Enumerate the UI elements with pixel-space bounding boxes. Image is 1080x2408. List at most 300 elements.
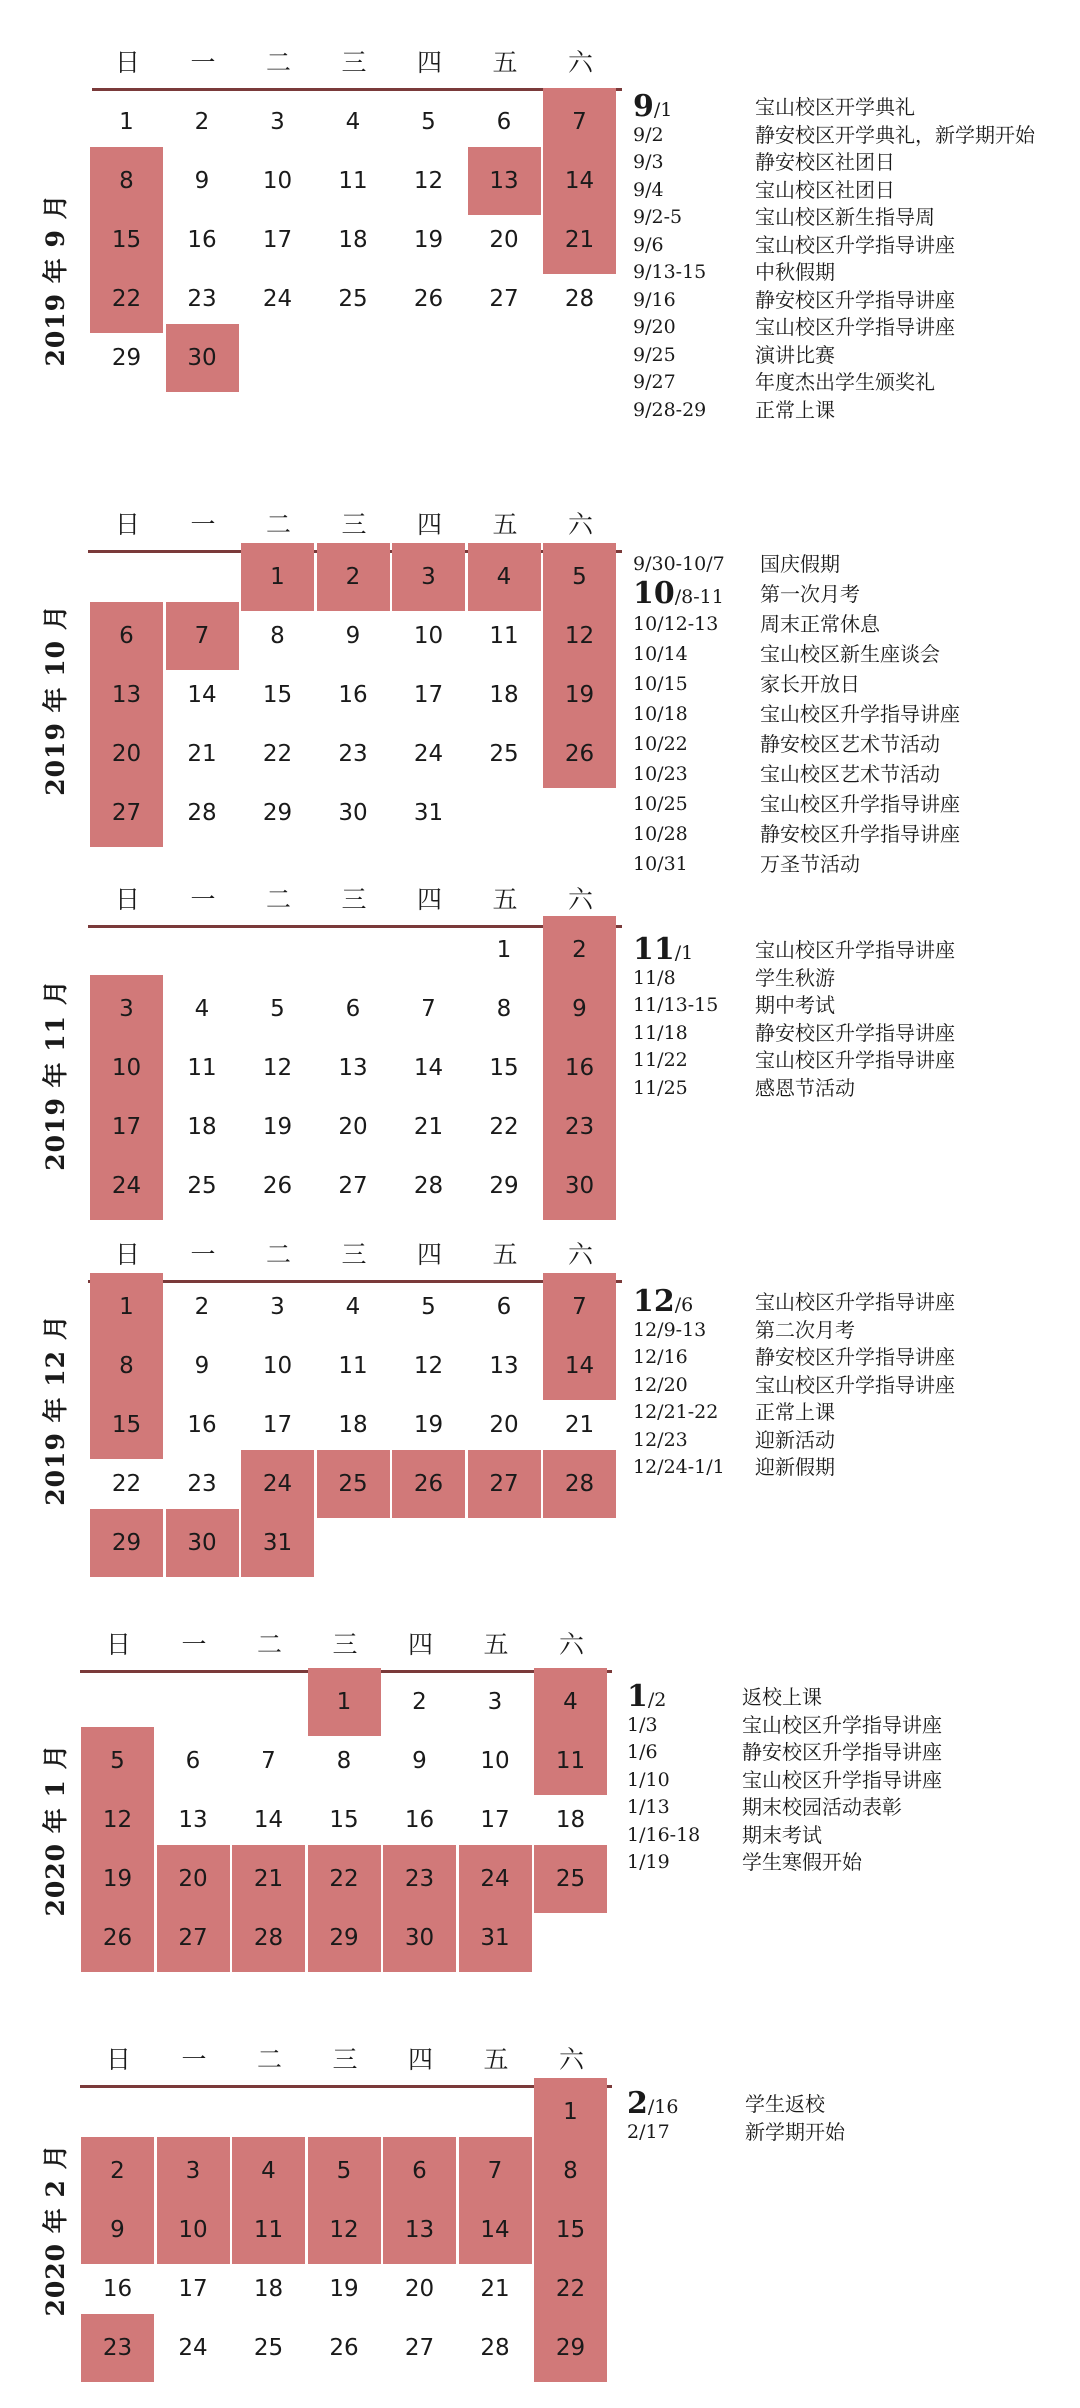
day-cell[interactable]: 19 bbox=[413, 227, 444, 253]
day-cell[interactable]: 4 bbox=[345, 109, 361, 135]
day-cell[interactable]: 11 bbox=[338, 1353, 368, 1379]
event-description: 宝山校区新生指导周 bbox=[755, 205, 935, 229]
day-cell[interactable]: 20 bbox=[157, 1845, 230, 1913]
day-cell[interactable]: 6 bbox=[383, 2137, 456, 2205]
day-cell[interactable]: 7 bbox=[543, 88, 616, 156]
day-cell[interactable]: 16 bbox=[338, 682, 368, 708]
weekday-header: 一 bbox=[190, 48, 216, 77]
day-cell[interactable]: 12 bbox=[262, 1055, 293, 1081]
day-cell[interactable]: 10 bbox=[480, 1748, 510, 1774]
weekday-header: 二 bbox=[265, 885, 291, 914]
event-date bbox=[633, 576, 724, 611]
day-cell[interactable]: 20 bbox=[489, 227, 519, 253]
month-label: 2019 年 9 月 bbox=[41, 193, 70, 367]
day-cell[interactable]: 29 bbox=[90, 1509, 163, 1577]
day-cell[interactable]: 23 bbox=[187, 286, 217, 312]
event-description: 迎新活动 bbox=[755, 1427, 835, 1452]
day-cell[interactable]: 21 bbox=[413, 1114, 444, 1140]
day-cell[interactable]: 4 bbox=[194, 996, 210, 1022]
day-cell[interactable]: 1 bbox=[534, 2078, 607, 2146]
day-cell[interactable]: 5 bbox=[81, 1727, 154, 1795]
day-cell[interactable]: 28 bbox=[232, 1904, 305, 1972]
weekday-header: 三 bbox=[341, 885, 367, 914]
weekday-header: 二 bbox=[256, 1630, 282, 1659]
weekday-header: 日 bbox=[114, 1240, 140, 1269]
day-cell[interactable]: 1 bbox=[241, 543, 314, 611]
day-cell[interactable]: 20 bbox=[90, 720, 163, 788]
day-cell[interactable]: 18 bbox=[187, 1114, 217, 1140]
day-cell[interactable]: 17 bbox=[262, 227, 293, 253]
day-cell[interactable]: 9 bbox=[194, 168, 210, 194]
event-date bbox=[633, 1284, 694, 1319]
event-date-day: /1 bbox=[653, 99, 673, 121]
day-cell[interactable]: 12 bbox=[81, 1786, 154, 1854]
weekday-header: 二 bbox=[265, 48, 291, 77]
day-cell[interactable]: 5 bbox=[421, 109, 436, 135]
event-date: 11/13-15 bbox=[633, 994, 719, 1016]
event-date-month: 2 bbox=[627, 2086, 648, 2121]
weekday-header: 四 bbox=[416, 48, 442, 77]
day-cell[interactable]: 28 bbox=[187, 800, 217, 826]
day-cell[interactable]: 9 bbox=[345, 623, 361, 649]
event-description: 国庆假期 bbox=[760, 552, 840, 576]
day-cell[interactable]: 11 bbox=[489, 623, 519, 649]
day-cell[interactable]: 17 bbox=[90, 1093, 163, 1161]
event-date: 11/25 bbox=[633, 1076, 688, 1099]
day-cell[interactable]: 25 bbox=[253, 2335, 284, 2361]
day-cell[interactable]: 6 bbox=[90, 602, 163, 670]
day-cell[interactable]: 12 bbox=[308, 2196, 381, 2264]
day-cell[interactable]: 1 bbox=[119, 109, 134, 135]
day-cell[interactable]: 24 bbox=[178, 2335, 208, 2361]
day-cell[interactable]: 19 bbox=[262, 1114, 293, 1140]
day-cell[interactable]: 14 bbox=[253, 1807, 284, 1833]
weekday-header: 三 bbox=[341, 1240, 367, 1269]
day-cell[interactable]: 8 bbox=[270, 623, 285, 649]
day-cell[interactable]: 27 bbox=[404, 2335, 435, 2361]
event-date: 9/25 bbox=[633, 343, 676, 366]
event-date: 12/20 bbox=[633, 1373, 688, 1396]
day-cell[interactable]: 23 bbox=[543, 1093, 616, 1161]
day-cell[interactable]: 2 bbox=[81, 2137, 154, 2205]
day-cell[interactable]: 4 bbox=[345, 1294, 361, 1320]
day-cell[interactable]: 29 bbox=[489, 1173, 519, 1199]
day-cell[interactable]: 2 bbox=[543, 916, 616, 984]
day-cell[interactable]: 21 bbox=[480, 2276, 510, 2302]
day-cell[interactable]: 15 bbox=[90, 206, 163, 274]
day-cell[interactable]: 25 bbox=[187, 1173, 217, 1199]
day-cell[interactable]: 1 bbox=[308, 1668, 381, 1736]
event-description: 学生秋游 bbox=[755, 965, 835, 990]
day-cell[interactable]: 31 bbox=[459, 1904, 532, 1972]
weekday-header: 一 bbox=[190, 510, 216, 539]
day-cell[interactable]: 26 bbox=[81, 1904, 154, 1972]
event-date-day: /16 bbox=[647, 2096, 679, 2118]
day-cell[interactable]: 5 bbox=[270, 996, 285, 1022]
event-description: 宝山校区升学指导讲座 bbox=[755, 1372, 955, 1397]
day-cell[interactable]: 27 bbox=[338, 1173, 368, 1199]
day-cell[interactable]: 28 bbox=[564, 286, 595, 312]
event-date bbox=[627, 1679, 667, 1714]
day-cell[interactable]: 28 bbox=[480, 2335, 510, 2361]
day-cell[interactable]: 8 bbox=[336, 1748, 352, 1774]
event-description: 静安校区升学指导讲座 bbox=[755, 287, 955, 312]
event-date: 10/12-13 bbox=[633, 613, 719, 635]
event-description: 第一次月考 bbox=[760, 582, 860, 606]
day-cell[interactable]: 1 bbox=[90, 1273, 163, 1341]
event-description: 静安校区升学指导讲座 bbox=[760, 822, 960, 846]
day-cell[interactable]: 3 bbox=[392, 543, 465, 611]
day-cell[interactable]: 23 bbox=[81, 2314, 154, 2382]
day-cell[interactable]: 4 bbox=[232, 2137, 305, 2205]
day-cell[interactable]: 22 bbox=[534, 2255, 607, 2323]
event-date-month: 10 bbox=[633, 576, 675, 611]
day-cell[interactable]: 24 bbox=[262, 286, 293, 312]
day-cell[interactable]: 7 bbox=[166, 602, 239, 670]
event-date: 11/18 bbox=[633, 1021, 688, 1044]
event-date-month: 11 bbox=[633, 932, 675, 967]
day-cell[interactable]: 15 bbox=[262, 682, 293, 708]
day-cell[interactable]: 16 bbox=[404, 1807, 435, 1833]
day-cell[interactable]: 6 bbox=[185, 1748, 201, 1774]
day-cell[interactable]: 22 bbox=[308, 1845, 381, 1913]
day-cell[interactable]: 29 bbox=[534, 2314, 607, 2382]
event-date: 10/31 bbox=[633, 853, 688, 875]
day-cell[interactable]: 9 bbox=[194, 1353, 210, 1379]
day-cell[interactable]: 9 bbox=[543, 975, 616, 1043]
weekday-header: 六 bbox=[558, 2045, 584, 2074]
day-cell[interactable]: 24 bbox=[90, 1152, 163, 1220]
day-cell[interactable]: 26 bbox=[413, 286, 444, 312]
day-cell[interactable]: 23 bbox=[338, 741, 368, 767]
day-cell[interactable]: 2 bbox=[194, 109, 210, 135]
day-cell[interactable]: 21 bbox=[564, 1412, 595, 1438]
weekday-header: 六 bbox=[567, 885, 593, 914]
event-description: 正常上课 bbox=[755, 397, 835, 422]
day-cell[interactable]: 5 bbox=[543, 543, 616, 611]
event-date: 9/16 bbox=[633, 288, 676, 311]
event-description: 正常上课 bbox=[755, 1400, 835, 1424]
day-cell[interactable]: 8 bbox=[90, 147, 163, 215]
event-description: 周末正常休息 bbox=[760, 612, 880, 636]
day-cell[interactable]: 25 bbox=[534, 1845, 607, 1913]
day-cell[interactable]: 30 bbox=[338, 800, 368, 826]
day-cell[interactable]: 9 bbox=[81, 2196, 154, 2264]
day-cell[interactable]: 19 bbox=[329, 2276, 359, 2302]
day-cell[interactable]: 3 bbox=[270, 1294, 285, 1320]
day-cell[interactable]: 11 bbox=[187, 1055, 217, 1081]
day-cell[interactable]: 17 bbox=[262, 1412, 293, 1438]
weekday-header: 六 bbox=[567, 1240, 593, 1269]
month-label: 2020 年 1 月 bbox=[41, 1743, 70, 1917]
day-cell[interactable]: 14 bbox=[413, 1055, 444, 1081]
event-date-day: /2 bbox=[647, 1689, 667, 1711]
day-cell[interactable]: 17 bbox=[413, 682, 444, 708]
event-date-month: 12 bbox=[633, 1284, 675, 1319]
day-cell[interactable]: 6 bbox=[496, 1294, 512, 1320]
event-date: 9/6 bbox=[633, 233, 664, 256]
day-cell[interactable]: 3 bbox=[157, 2137, 230, 2205]
day-cell[interactable]: 14 bbox=[187, 682, 217, 708]
day-cell[interactable]: 8 bbox=[534, 2137, 607, 2205]
event-description: 年度杰出学生颁奖礼 bbox=[755, 370, 935, 394]
weekday-header: 五 bbox=[492, 510, 518, 539]
day-cell[interactable]: 14 bbox=[543, 1332, 616, 1400]
day-cell[interactable]: 19 bbox=[413, 1412, 444, 1438]
day-cell[interactable]: 16 bbox=[102, 2276, 133, 2302]
day-cell[interactable]: 16 bbox=[543, 1034, 616, 1102]
day-cell[interactable]: 31 bbox=[241, 1509, 314, 1577]
day-cell[interactable]: 12 bbox=[543, 602, 616, 670]
day-cell[interactable]: 26 bbox=[543, 720, 616, 788]
day-cell[interactable]: 14 bbox=[543, 147, 616, 215]
day-cell[interactable]: 28 bbox=[413, 1173, 444, 1199]
day-cell[interactable]: 24 bbox=[459, 1845, 532, 1913]
weekday-header: 五 bbox=[492, 48, 518, 77]
day-cell[interactable]: 31 bbox=[413, 800, 444, 826]
day-cell[interactable]: 24 bbox=[241, 1450, 314, 1518]
day-cell[interactable]: 19 bbox=[543, 661, 616, 729]
event-description: 静安校区升学指导讲座 bbox=[755, 1020, 955, 1045]
day-cell[interactable]: 25 bbox=[489, 741, 519, 767]
event-description: 静安校区艺术节活动 bbox=[760, 732, 940, 756]
day-cell[interactable]: 18 bbox=[555, 1807, 586, 1833]
month-label: 2020 年 2 月 bbox=[41, 2143, 70, 2317]
event-description: 宝山校区升学指导讲座 bbox=[742, 1767, 942, 1792]
day-cell[interactable]: 24 bbox=[413, 741, 444, 767]
weekday-header: 一 bbox=[190, 1240, 216, 1269]
weekday-header: 日 bbox=[114, 885, 140, 914]
event-date bbox=[633, 89, 673, 124]
day-cell[interactable]: 12 bbox=[413, 1353, 444, 1379]
weekday-header: 四 bbox=[407, 1630, 433, 1659]
event-description: 返校上课 bbox=[742, 1685, 822, 1709]
header-rule bbox=[80, 2085, 612, 2088]
weekday-header: 三 bbox=[341, 48, 367, 77]
day-cell[interactable]: 13 bbox=[338, 1055, 368, 1081]
day-cell[interactable]: 26 bbox=[329, 2335, 359, 2361]
day-cell[interactable]: 14 bbox=[459, 2196, 532, 2264]
day-cell[interactable]: 17 bbox=[178, 2276, 208, 2302]
day-cell[interactable]: 18 bbox=[338, 227, 368, 253]
day-cell[interactable]: 4 bbox=[468, 543, 541, 611]
event-date: 12/9-13 bbox=[633, 1318, 707, 1341]
day-cell[interactable]: 23 bbox=[383, 1845, 456, 1913]
day-cell[interactable]: 29 bbox=[308, 1904, 381, 1972]
day-cell[interactable]: 8 bbox=[90, 1332, 163, 1400]
event-date: 9/3 bbox=[633, 151, 664, 173]
day-cell[interactable]: 22 bbox=[111, 1471, 142, 1497]
event-date: 10/22 bbox=[633, 733, 688, 755]
day-cell[interactable]: 30 bbox=[543, 1152, 616, 1220]
day-cell[interactable]: 2 bbox=[317, 543, 390, 611]
day-cell[interactable]: 10 bbox=[413, 623, 444, 649]
weekday-header: 日 bbox=[105, 2045, 131, 2074]
day-cell[interactable]: 13 bbox=[468, 147, 541, 215]
day-cell[interactable]: 3 bbox=[487, 1689, 503, 1715]
event-date: 12/21-22 bbox=[633, 1401, 719, 1423]
day-cell[interactable]: 2 bbox=[412, 1689, 427, 1715]
day-cell[interactable]: 2 bbox=[194, 1294, 210, 1320]
day-cell[interactable]: 10 bbox=[90, 1034, 163, 1102]
event-date bbox=[633, 932, 694, 967]
weekday-header: 四 bbox=[407, 2045, 433, 2074]
day-cell[interactable]: 26 bbox=[392, 1450, 465, 1518]
day-cell[interactable]: 25 bbox=[317, 1450, 390, 1518]
event-date: 9/13-15 bbox=[633, 261, 707, 283]
event-description: 中秋假期 bbox=[755, 260, 835, 284]
event-date-day: /8-11 bbox=[674, 586, 724, 608]
day-cell[interactable]: 13 bbox=[178, 1807, 208, 1833]
event-description: 宝山校区社团日 bbox=[755, 177, 895, 202]
month-label: 2019 年 11 月 bbox=[41, 979, 70, 1171]
day-cell[interactable]: 12 bbox=[413, 168, 444, 194]
day-cell[interactable]: 15 bbox=[489, 1055, 519, 1081]
day-cell[interactable]: 7 bbox=[459, 2137, 532, 2205]
month-label: 2019 年 12 月 bbox=[41, 1314, 70, 1506]
event-date: 1/10 bbox=[627, 1768, 670, 1791]
day-cell[interactable]: 18 bbox=[489, 682, 519, 708]
event-date: 9/4 bbox=[633, 178, 664, 201]
weekday-header: 日 bbox=[105, 1630, 131, 1659]
day-cell[interactable]: 22 bbox=[90, 265, 163, 333]
day-cell[interactable]: 13 bbox=[489, 1353, 519, 1379]
day-cell[interactable]: 3 bbox=[270, 109, 285, 135]
day-cell[interactable]: 5 bbox=[308, 2137, 381, 2205]
day-cell[interactable]: 30 bbox=[166, 324, 239, 392]
event-description: 宝山校区升学指导讲座 bbox=[742, 1712, 942, 1737]
day-cell[interactable]: 7 bbox=[261, 1748, 276, 1774]
weekday-header: 三 bbox=[332, 1630, 358, 1659]
event-date: 10/15 bbox=[633, 673, 688, 695]
weekday-header: 一 bbox=[181, 1630, 207, 1659]
weekday-header: 四 bbox=[416, 1240, 442, 1269]
event-date: 10/28 bbox=[633, 823, 688, 845]
day-cell[interactable]: 18 bbox=[338, 1412, 368, 1438]
event-description: 宝山校区升学指导讲座 bbox=[755, 315, 955, 339]
event-date: 9/27 bbox=[633, 371, 676, 393]
weekday-header: 二 bbox=[265, 1240, 291, 1269]
weekday-header: 一 bbox=[181, 2045, 207, 2074]
event-date: 9/2 bbox=[633, 123, 664, 146]
event-date-day: /6 bbox=[674, 1294, 694, 1316]
day-cell[interactable]: 10 bbox=[262, 168, 293, 194]
day-cell[interactable]: 21 bbox=[543, 206, 616, 274]
event-description: 宝山校区升学指导讲座 bbox=[755, 938, 955, 962]
day-cell[interactable]: 9 bbox=[412, 1748, 427, 1774]
event-description: 宝山校区升学指导讲座 bbox=[755, 232, 955, 257]
day-cell[interactable]: 30 bbox=[383, 1904, 456, 1972]
day-cell[interactable]: 16 bbox=[187, 1412, 217, 1438]
day-cell[interactable]: 27 bbox=[468, 1450, 541, 1518]
event-date: 1/6 bbox=[627, 1741, 658, 1763]
day-cell[interactable]: 19 bbox=[81, 1845, 154, 1913]
day-cell[interactable]: 16 bbox=[187, 227, 217, 253]
day-cell[interactable]: 27 bbox=[90, 779, 163, 847]
weekday-header: 五 bbox=[492, 885, 518, 914]
event-description: 学生返校 bbox=[745, 2092, 825, 2116]
day-cell[interactable]: 27 bbox=[489, 286, 519, 312]
day-cell[interactable]: 22 bbox=[489, 1114, 519, 1140]
day-cell[interactable]: 1 bbox=[496, 937, 512, 963]
day-cell[interactable]: 3 bbox=[90, 975, 163, 1043]
day-cell[interactable]: 10 bbox=[262, 1353, 293, 1379]
day-cell[interactable]: 27 bbox=[157, 1904, 230, 1972]
day-cell[interactable]: 13 bbox=[90, 661, 163, 729]
day-cell[interactable]: 11 bbox=[338, 168, 368, 194]
day-cell[interactable]: 5 bbox=[421, 1294, 436, 1320]
event-date: 9/30-10/7 bbox=[633, 553, 725, 575]
day-cell[interactable]: 11 bbox=[534, 1727, 607, 1795]
weekday-header: 五 bbox=[483, 1630, 509, 1659]
day-cell[interactable]: 20 bbox=[338, 1114, 368, 1140]
weekday-header: 六 bbox=[567, 48, 593, 77]
event-description: 宝山校区升学指导讲座 bbox=[755, 1048, 955, 1072]
day-cell[interactable]: 7 bbox=[543, 1273, 616, 1341]
day-cell[interactable]: 7 bbox=[421, 996, 436, 1022]
day-cell[interactable]: 8 bbox=[496, 996, 512, 1022]
day-cell[interactable]: 26 bbox=[262, 1173, 293, 1199]
weekday-header: 六 bbox=[558, 1630, 584, 1659]
weekday-header: 三 bbox=[341, 510, 367, 539]
event-date: 10/14 bbox=[633, 643, 688, 665]
event-description: 学生寒假开始 bbox=[742, 1850, 862, 1874]
weekday-header: 四 bbox=[416, 510, 442, 539]
event-description: 新学期开始 bbox=[745, 2119, 845, 2144]
day-cell[interactable]: 13 bbox=[383, 2196, 456, 2264]
day-cell[interactable]: 4 bbox=[534, 1668, 607, 1736]
weekday-header: 一 bbox=[190, 885, 216, 914]
day-cell[interactable]: 15 bbox=[534, 2196, 607, 2264]
event-description: 静安校区社团日 bbox=[755, 150, 895, 174]
event-description: 期末校园活动表彰 bbox=[742, 1795, 902, 1819]
day-cell[interactable]: 28 bbox=[543, 1450, 616, 1518]
weekday-header: 二 bbox=[256, 2045, 282, 2074]
day-cell[interactable]: 25 bbox=[338, 286, 368, 312]
event-date-month: 9 bbox=[633, 89, 654, 124]
event-description: 宝山校区升学指导讲座 bbox=[755, 1290, 955, 1314]
event-date: 10/25 bbox=[633, 793, 688, 815]
day-cell[interactable]: 15 bbox=[90, 1391, 163, 1459]
weekday-header: 四 bbox=[416, 885, 442, 914]
day-cell[interactable]: 10 bbox=[157, 2196, 230, 2264]
event-description: 静安校区升学指导讲座 bbox=[742, 1740, 942, 1764]
weekday-header: 五 bbox=[483, 2045, 509, 2074]
day-cell[interactable]: 23 bbox=[187, 1471, 217, 1497]
day-cell[interactable]: 6 bbox=[345, 996, 361, 1022]
day-cell[interactable]: 21 bbox=[232, 1845, 305, 1913]
day-cell[interactable]: 21 bbox=[187, 741, 217, 767]
day-cell[interactable]: 6 bbox=[496, 109, 512, 135]
day-cell[interactable]: 18 bbox=[253, 2276, 284, 2302]
day-cell[interactable]: 29 bbox=[262, 800, 293, 826]
event-date: 10/18 bbox=[633, 703, 688, 725]
event-date: 1/16-18 bbox=[627, 1823, 701, 1846]
day-cell[interactable]: 29 bbox=[111, 345, 142, 371]
event-date: 1/19 bbox=[627, 1851, 670, 1873]
day-cell[interactable]: 30 bbox=[166, 1509, 239, 1577]
day-cell[interactable]: 22 bbox=[262, 741, 293, 767]
weekday-header: 日 bbox=[114, 510, 140, 539]
event-description: 宝山校区升学指导讲座 bbox=[760, 702, 960, 726]
event-date: 12/16 bbox=[633, 1346, 688, 1368]
day-cell[interactable]: 15 bbox=[329, 1807, 359, 1833]
day-cell[interactable]: 20 bbox=[404, 2276, 435, 2302]
day-cell[interactable]: 11 bbox=[232, 2196, 305, 2264]
day-cell[interactable]: 20 bbox=[489, 1412, 519, 1438]
event-date: 1/13 bbox=[627, 1796, 670, 1818]
day-cell[interactable]: 17 bbox=[480, 1807, 510, 1833]
